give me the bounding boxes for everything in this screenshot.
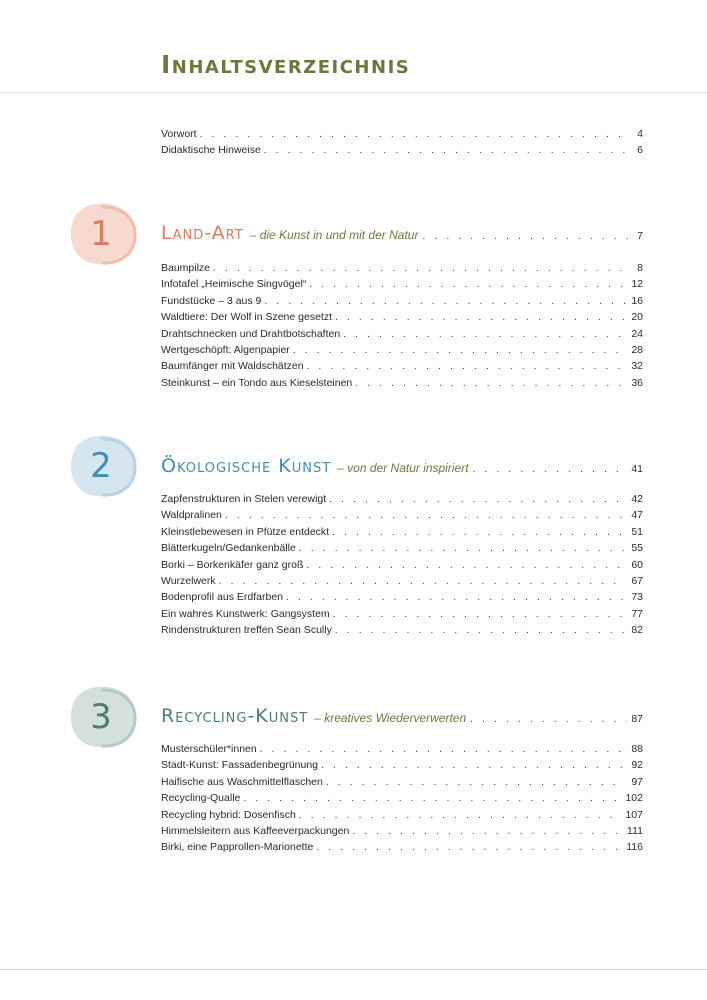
toc-entry[interactable] <box>161 557 643 573</box>
toc-entry[interactable] <box>161 507 643 523</box>
chapter-number: 1 <box>90 214 112 254</box>
toc-entry-page: 28 <box>631 343 643 356</box>
toc-entry[interactable] <box>161 126 643 142</box>
chapter-3-badge <box>68 684 138 750</box>
toc-entry-page: 51 <box>631 525 643 538</box>
toc-entry[interactable] <box>161 622 643 638</box>
dot-leader <box>326 775 625 791</box>
toc-entry[interactable] <box>161 375 643 391</box>
dot-leader <box>243 791 621 807</box>
toc-entry-label: Waldtiere: Der Wolf in Szene gesetzt <box>161 311 332 324</box>
toc-entry[interactable] <box>161 757 643 773</box>
toc-entry-label: Wertgeschöpft: Algenpapier <box>161 343 290 356</box>
toc-entry-page: 97 <box>631 775 643 788</box>
toc-entry-label: Baumfänger mit Waldschätzen <box>161 360 304 373</box>
toc-entry[interactable] <box>161 524 643 540</box>
toc-entry[interactable] <box>161 326 643 342</box>
toc-entry-label: Steinkunst – ein Tondo aus Kieselsteinen <box>161 376 353 389</box>
toc-entry-label: Didaktische Hinweise <box>161 144 261 157</box>
chapter-page: 87 <box>631 713 643 725</box>
dot-leader <box>422 231 633 242</box>
toc-entry-label: Bodenprofil aus Erdfarben <box>161 591 283 604</box>
dot-leader <box>333 607 625 623</box>
chapter-title: Land-Art <box>161 222 244 244</box>
toc-entry-label: Drahtschnecken und Drahtbotschaften <box>161 327 341 340</box>
toc-entry-label: Waldpralinen <box>161 509 222 522</box>
dot-leader <box>316 840 622 856</box>
toc-entry-page: 88 <box>631 743 643 755</box>
dot-leader <box>225 508 625 524</box>
toc-entry-page: 60 <box>631 558 643 571</box>
dot-leader <box>332 525 625 541</box>
chapter-title: Recycling-Kunst <box>161 705 309 727</box>
toc-entry[interactable] <box>161 309 643 325</box>
toc-entry[interactable] <box>161 260 643 276</box>
toc-entry-label: Musterschüler*innen <box>161 743 257 755</box>
toc-entry-page: 67 <box>631 574 643 587</box>
toc-entry-page: 4 <box>637 128 643 140</box>
chapter-number: 3 <box>90 697 112 737</box>
chapter-subtitle: – die Kunst in und mit der Natur <box>249 228 419 242</box>
toc-entry-page: 6 <box>637 144 643 157</box>
toc-entry[interactable] <box>161 774 643 790</box>
chapter-3-list <box>161 741 643 856</box>
dot-leader <box>264 143 625 159</box>
toc-entry[interactable] <box>161 358 643 374</box>
dot-leader <box>321 758 625 774</box>
toc-entry-page: 82 <box>631 624 643 637</box>
footer-divider <box>0 969 707 970</box>
toc-entry-label: Birki, eine Papprollen-Marionette <box>161 841 314 854</box>
toc-entry-label: Recycling-Qualle <box>161 792 241 805</box>
dot-leader <box>260 742 625 758</box>
toc-entry-page: 107 <box>625 808 643 821</box>
chapter-2-list <box>161 491 643 639</box>
dot-leader <box>335 623 625 639</box>
chapter-subtitle: – von der Natur inspiriert <box>337 461 469 475</box>
dot-leader <box>355 376 625 392</box>
toc-entry-label: Rindenstrukturen treffen Sean Scully <box>161 624 332 637</box>
toc-entry[interactable] <box>161 276 643 292</box>
toc-entry-label: Wurzelwerk <box>161 574 216 587</box>
toc-entry[interactable] <box>161 491 643 507</box>
toc-entry-label: Stadt-Kunst: Fassadenbegrünung <box>161 759 319 772</box>
chapter-subtitle: – kreatives Wiederverwerten <box>314 711 467 725</box>
toc-entry[interactable] <box>161 839 643 855</box>
toc-entry[interactable] <box>161 807 643 823</box>
toc-entry-label: Recycling hybrid: Dosenfisch <box>161 808 296 821</box>
dot-leader <box>264 294 625 310</box>
dot-leader <box>352 824 623 840</box>
toc-entry-label: Ein wahres Kunstwerk: Gangsystem <box>161 607 330 620</box>
toc-entry[interactable] <box>161 589 643 605</box>
toc-entry-label: Kleinstlebewesen in Pfütze entdeckt <box>161 525 330 538</box>
toc-entry-label: Himmelsleitern aus Kaffeeverpackungen <box>161 824 350 837</box>
chapter-1-list <box>161 260 643 391</box>
toc-entry-page: 42 <box>631 493 643 505</box>
chapter-page: 41 <box>631 463 643 475</box>
toc-entry[interactable] <box>161 142 643 158</box>
toc-entry[interactable] <box>161 823 643 839</box>
dot-leader <box>299 808 622 824</box>
chapter-2-heading[interactable] <box>161 455 643 477</box>
dot-leader <box>329 492 625 508</box>
toc-entry-label: Zapfenstrukturen in Stelen verewigt <box>161 493 327 505</box>
toc-entry-page: 20 <box>631 311 643 324</box>
toc-entry-page: 111 <box>627 824 643 837</box>
page-title: Inhaltsverzeichnis <box>161 50 411 79</box>
toc-entry-page: 12 <box>631 278 643 291</box>
dot-leader <box>473 464 628 475</box>
chapter-title: Ökologische Kunst <box>161 455 332 477</box>
intro-list <box>161 126 643 159</box>
dot-leader <box>299 541 625 557</box>
chapter-2-badge <box>68 433 138 499</box>
dot-leader <box>306 558 625 574</box>
dot-leader <box>200 127 625 143</box>
toc-entry-label: Infotafel „Heimische Singvögel“ <box>161 278 307 291</box>
toc-entry-page: 24 <box>631 327 643 340</box>
chapter-page: 7 <box>637 230 643 242</box>
toc-entry[interactable] <box>161 573 643 589</box>
dot-leader <box>213 261 625 277</box>
chapter-1-heading[interactable] <box>161 222 643 244</box>
toc-entry[interactable] <box>161 540 643 556</box>
dot-leader <box>309 277 625 293</box>
toc-entry-page: 73 <box>631 591 643 604</box>
dot-leader <box>343 327 625 343</box>
toc-entry[interactable] <box>161 790 643 806</box>
toc-entry-label: Borki – Borkenkäfer ganz groß <box>161 558 304 571</box>
toc-entry-page: 102 <box>625 792 643 805</box>
toc-entry[interactable] <box>161 293 643 309</box>
toc-entry-page: 92 <box>631 759 643 772</box>
dot-leader <box>286 590 625 606</box>
toc-entry-page: 55 <box>631 542 643 555</box>
chapter-1-badge <box>68 201 138 267</box>
toc-entry-page: 36 <box>631 376 643 389</box>
toc-entry-label: Baumpilze <box>161 262 211 274</box>
toc-entry-label: Haifische aus Waschmittelflaschen <box>161 775 323 788</box>
chapter-number: 2 <box>90 446 112 486</box>
toc-entry[interactable] <box>161 741 643 757</box>
toc-entry-page: 47 <box>631 509 643 522</box>
toc-entry-page: 8 <box>637 262 643 274</box>
dot-leader <box>219 574 625 590</box>
toc-entry-page: 16 <box>631 294 643 307</box>
toc-entry[interactable] <box>161 342 643 358</box>
toc-entry-label: Fundstücke – 3 aus 9 <box>161 294 262 307</box>
dot-leader <box>470 714 627 725</box>
toc-entry-page: 77 <box>631 607 643 620</box>
toc-entry-page: 116 <box>626 841 643 854</box>
toc-entry[interactable] <box>161 606 643 622</box>
toc-entry-label: Blätterkugeln/Gedankenbälle <box>161 542 296 555</box>
chapter-3-heading[interactable] <box>161 705 643 727</box>
toc-entry-page: 32 <box>631 360 643 373</box>
header-divider <box>0 92 707 93</box>
dot-leader <box>307 359 625 375</box>
dot-leader <box>293 343 625 359</box>
dot-leader <box>335 310 625 326</box>
toc-entry-label: Vorwort <box>161 128 197 140</box>
